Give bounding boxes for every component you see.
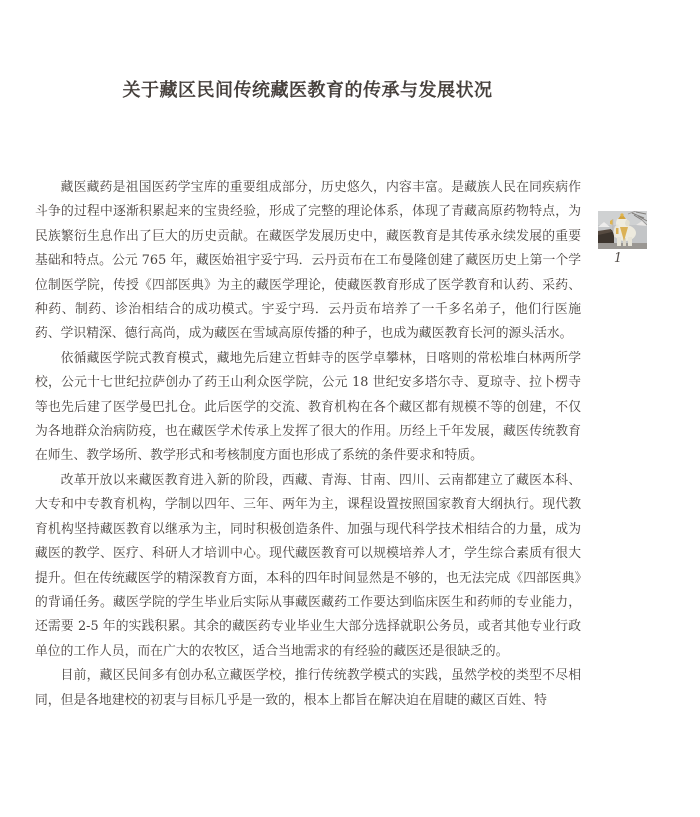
paragraph: 目前，藏区民间多有创办私立藏医学校，推行传统教学模式的实践，虽然学校的类型不尽相同，但是各地建校的初衷与目标几乎是一致的，根本上都旨在解决迫在眉睫的藏区百姓、特 — [35, 668, 581, 708]
paragraph: 改革开放以来藏医教育进入新的阶段，西藏、青海、甘南、四川、云南都建立了藏医本科、大专和中专教育机构，学制以四年、三年、两年为主，课程设置按照国家教育大纲执行。现代教育机构坚持藏医教育以继承为主，同时积极创造条件、加强与现代科学技术相结合的力量，成为藏医的教学、医疗、科研人才培训中心。现代藏医教育可以规模培养人才，学生综合素质有很大提升。但在传统藏医学的精深教育方面，本科的四年时间显然是不够的，也无法完成《四部医典》的背诵任务。藏医学院的学生毕业后实际从事藏医藏药工作要达到临床医生和药师的专业能力，还需要 2-5 年的实践积累。其余的藏医药专业毕业生大部分选择就职公务员，或者其他专业行政单位的工作人员，而在广大的农牧区，适合当地需求的有经验的藏医还是很缺乏的。 — [35, 472, 581, 659]
document-body — [35, 176, 581, 713]
elephant-statue-photo-icon — [598, 211, 647, 249]
page-title: 关于藏区民间传统藏医教育的传承与发展状况 — [122, 80, 493, 102]
paragraph: 依循藏医学院式教育模式，藏地先后建立哲蚌寺的医学卓攀林，日喀则的常松堆白林两所学校，公元十七世纪拉萨创办了药王山利众医学院，公元 18 世纪安多塔尔寺、夏琼寺、拉卜楞寺等也先后建了医学曼巴扎仓。此后医学的交流、教育机构在各个藏区都有规模不等的创建，不仅为各地群众治病防疫，也在藏医学术传承上发挥了很大的作用。历经上千年发展，藏医传统教育在师生、教学场所、教学形式和考核制度方面也形成了系统的条件要求和特质。 — [35, 350, 581, 464]
figure-number: 1 — [613, 251, 623, 266]
paragraph: 藏医藏药是祖国医药学宝库的重要组成部分，历史悠久，内容丰富。是藏族人民在同疾病作斗争的过程中逐渐积累起来的宝贵经验，形成了完整的理论体系，体现了青藏高原药物特点，为民族繁衍生息作出了巨大的历史贡献。在藏医学发展历史中，藏医教育是其传承永续发展的重要基础和特点。公元 765 年，藏医始祖宇妥宁玛．云丹贡布在工布曼隆创建了藏医历史上第一个学位制医学院，传授《四部医典》为主的藏医学理论，使藏医教育形成了医学教育和认药、采药、种药、制药、诊治相结合的成功模式。宇妥宁玛．云丹贡布培养了一千多名弟子，他们行医施药、学识精深、德行高尚，成为藏医在雪域高原传播的种子，也成为藏医教育长河的源头活水。 — [35, 180, 581, 342]
